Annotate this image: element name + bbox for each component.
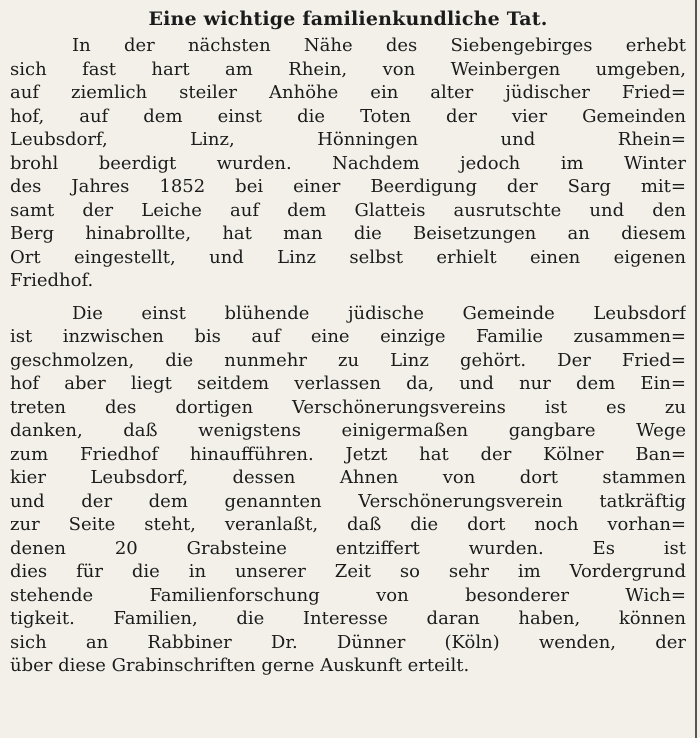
text-line: In der nächsten Nähe des Siebengebirges erhebt bbox=[72, 35, 686, 56]
article-paragraph-1 bbox=[10, 34, 686, 293]
text-line: stehende Familienforschung von besonderer Wich= bbox=[10, 584, 686, 606]
text-line: Berg hinabrollte, hat man die Beisetzungen an diesem bbox=[10, 223, 686, 244]
text-line: Ort eingestellt, und Linz selbst erhielt einen eigenen bbox=[10, 246, 686, 268]
text-line: auf ziemlich steiler Anhöhe ein alter jüdischer Fried= bbox=[10, 82, 686, 103]
text-line: über diese Grabinschriften gerne Auskunft erteilt. bbox=[10, 655, 470, 676]
text-line: Friedhof. bbox=[10, 270, 94, 291]
text-line: sich fast hart am Rhein, von Weinbergen umgeben, bbox=[10, 58, 686, 80]
paragraph-gap bbox=[10, 293, 686, 302]
text-line: treten des dortigen Verschönerungsvereins ist es zu bbox=[10, 396, 686, 418]
column-rule bbox=[695, 0, 697, 738]
text-line: geschmolzen, die nunmehr zu Linz gehört. Der Fried= bbox=[10, 349, 686, 371]
text-line: Die einst blühende jüdische Gemeinde Leubsdorf bbox=[72, 302, 686, 324]
text-line: zur Seite steht, veranlaßt, daß die dort noch vorhan= bbox=[10, 514, 686, 535]
text-line: brohl beerdigt wurden. Nachdem jedoch im Winter bbox=[10, 152, 686, 174]
text-line: des Jahres 1852 bei einer Beerdigung der Sarg mit= bbox=[10, 176, 686, 197]
text-line: zum Friedhof hinaufführen. Jetzt hat der Kölner Ban= bbox=[10, 443, 686, 465]
text-line: danken, daß wenigstens einigermaßen gangbare Wege bbox=[10, 420, 686, 441]
text-line: hof, auf dem einst die Toten der vier Gemeinden bbox=[10, 105, 686, 127]
text-line: hof aber liegt seitdem verlassen da, und nur dem Ein= bbox=[10, 373, 686, 394]
text-line: und der dem genannten Verschönerungsverein tatkräftig bbox=[10, 490, 686, 512]
text-line: tigkeit. Familien, die Interesse daran haben, können bbox=[10, 608, 686, 629]
text-line: dies für die in unserer Zeit so sehr im Vordergrund bbox=[10, 561, 686, 582]
text-line: kier Leubsdorf, dessen Ahnen von dort stammen bbox=[10, 467, 686, 488]
text-line: denen 20 Grabsteine entziffert wurden. Es ist bbox=[10, 537, 686, 559]
text-line: sich an Rabbiner Dr. Dünner (Köln) wenden, der bbox=[10, 631, 686, 653]
article-paragraph-2 bbox=[10, 302, 686, 678]
text-line: ist inzwischen bis auf eine einzige Familie zusammen= bbox=[10, 326, 686, 347]
text-line: Leubsdorf, Linz, Hönningen und Rhein= bbox=[10, 129, 686, 150]
text-line: samt der Leiche auf dem Glatteis ausrutschte und den bbox=[10, 199, 686, 221]
article-headline: Eine wichtige familienkundliche Tat. bbox=[148, 8, 548, 30]
